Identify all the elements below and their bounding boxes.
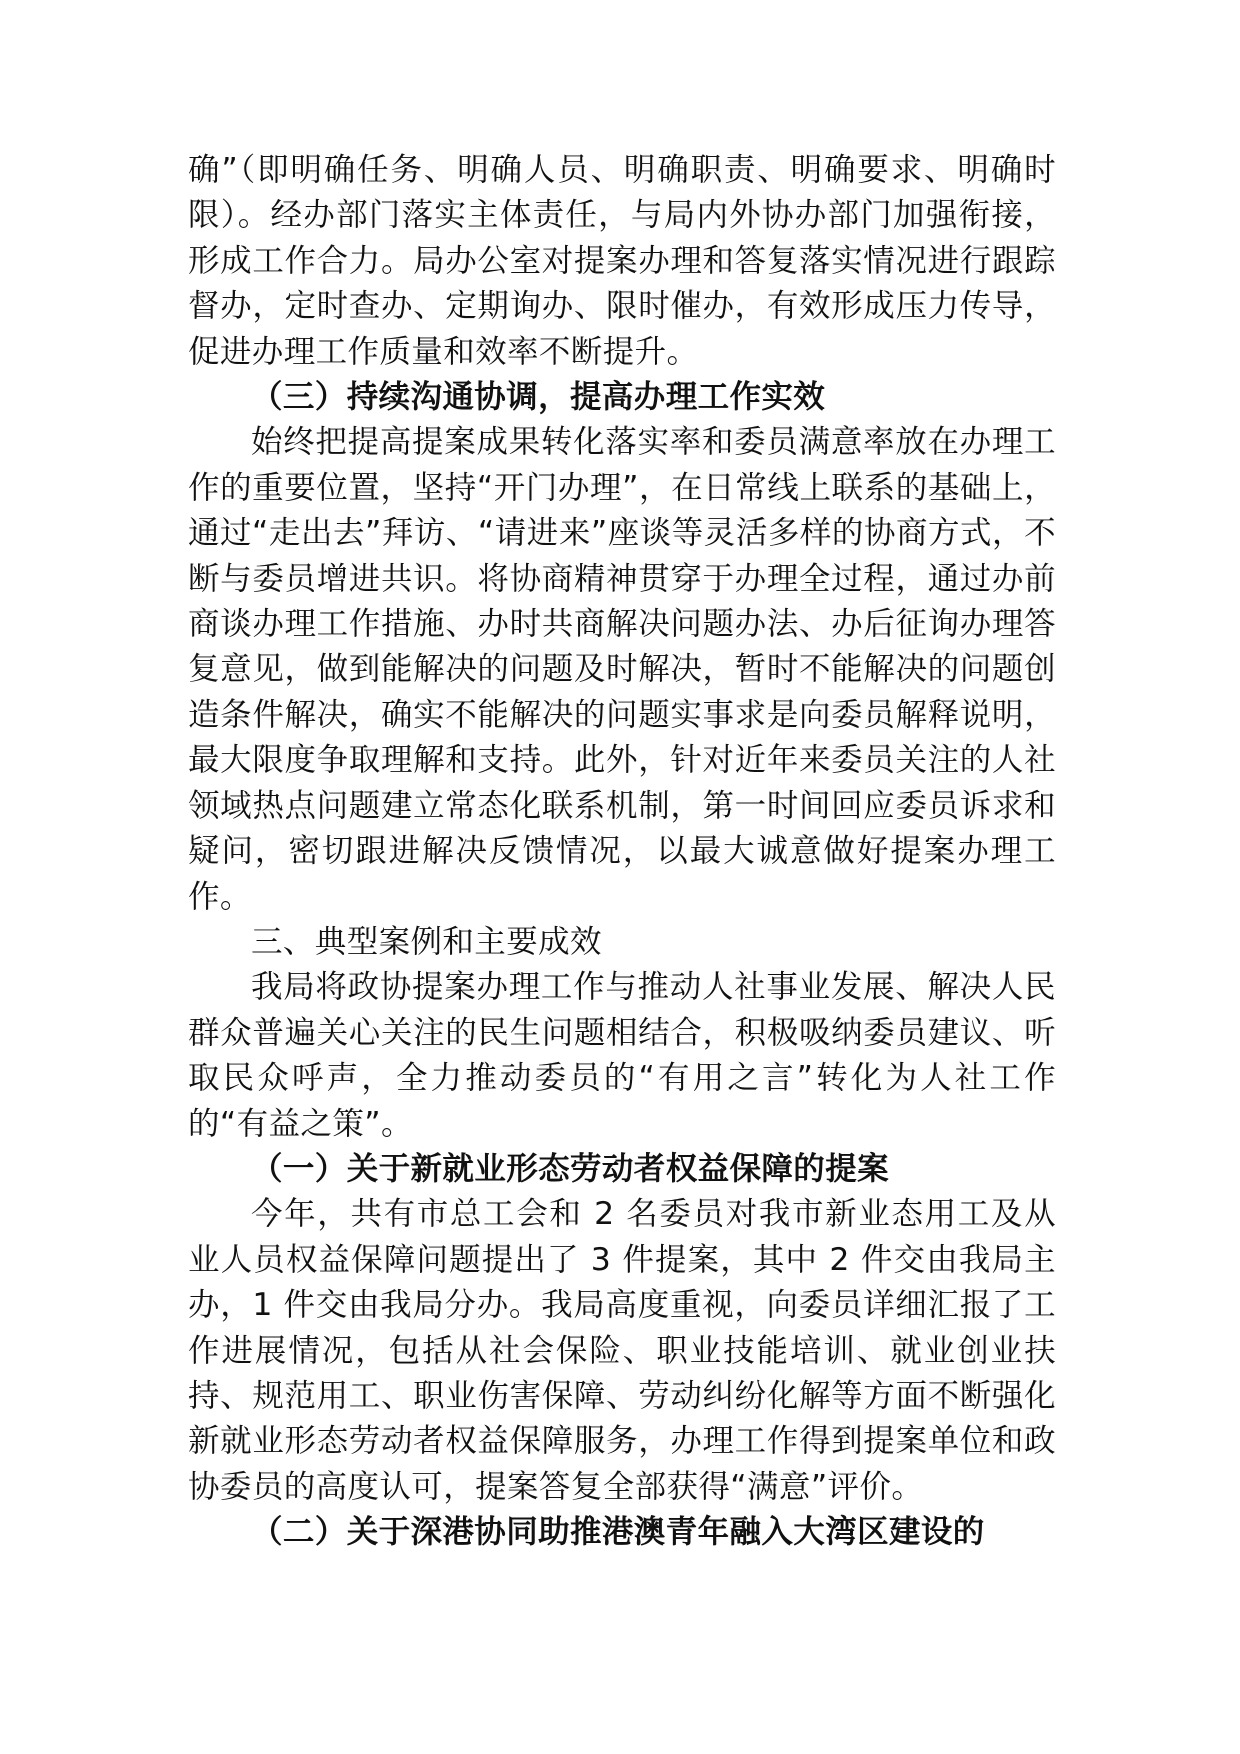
paragraph-cases-intro: 我局将政协提案办理工作与推动人社事业发展、解决人民群众普遍关心关注的民生问题相结合，积极吸纳委员建议、听取民众呼声，全力推动委员的“有用之言”转化为人社工作的“有益之策”。 — [188, 969, 1056, 1142]
document-page — [188, 148, 1056, 1556]
paragraph-continuation: 确”（即明确任务、明确人员、明确职责、明确要求、明确时限）。经办部门落实主体责任，与局内外协办部门加强衔接，形成工作合力。局办公室对提案办理和答复落实情况进行跟踪督办，定时查办、定期询办、限时催办，有效形成压力传导，促进办理工作质量和效率不断提升。 — [188, 152, 1056, 370]
paragraph-new-employment: 今年，共有市总工会和 2 名委员对我市新业态用工及从业人员权益保障问题提出了 3 件提案，其中 2 件交由我局主办，1 件交由我局分办。我局高度重视，向委员详细汇报了工作进展情况，包括从社会保险、职业技能培训、就业创业扶持、规范用工、职业伤害保障、劳动纠纷化解等方面不断强化新就业形态劳动者权益保障服务，办理工作得到提案单位和政协委员的高度认可，提案答复全部获得“满意”评价。 — [188, 1196, 1056, 1505]
subsection-heading-3: （三）持续沟通协调，提高办理工作实效 — [251, 379, 826, 416]
subsection-heading-2: （二）关于深港协同助推港澳青年融入大湾区建设的 — [251, 1514, 985, 1551]
section-heading-cases: 三、典型案例和主要成效 — [251, 923, 602, 960]
paragraph-communication: 始终把提高提案成果转化落实率和委员满意率放在办理工作的重要位置，坚持“开门办理”，在日常线上联系的基础上，通过“走出去”拜访、“请进来”座谈等灵活多样的协商方式，不断与委员增进共识。将协商精神贯穿于办理全过程，通过办前商谈办理工作措施、办时共商解决问题办法、办后征询办理答复意见，做到能解决的问题及时解决，暂时不能解决的问题创造条件解决，确实不能解决的问题实事求是向委员解释说明，最大限度争取理解和支持。此外，针对近年来委员关注的人社领域热点问题建立常态化联系机制，第一时间回应委员诉求和疑问，密切跟进解决反馈情况，以最大诚意做好提案办理工作。 — [188, 424, 1056, 915]
subsection-heading-1: （一）关于新就业形态劳动者权益保障的提案 — [251, 1150, 890, 1187]
